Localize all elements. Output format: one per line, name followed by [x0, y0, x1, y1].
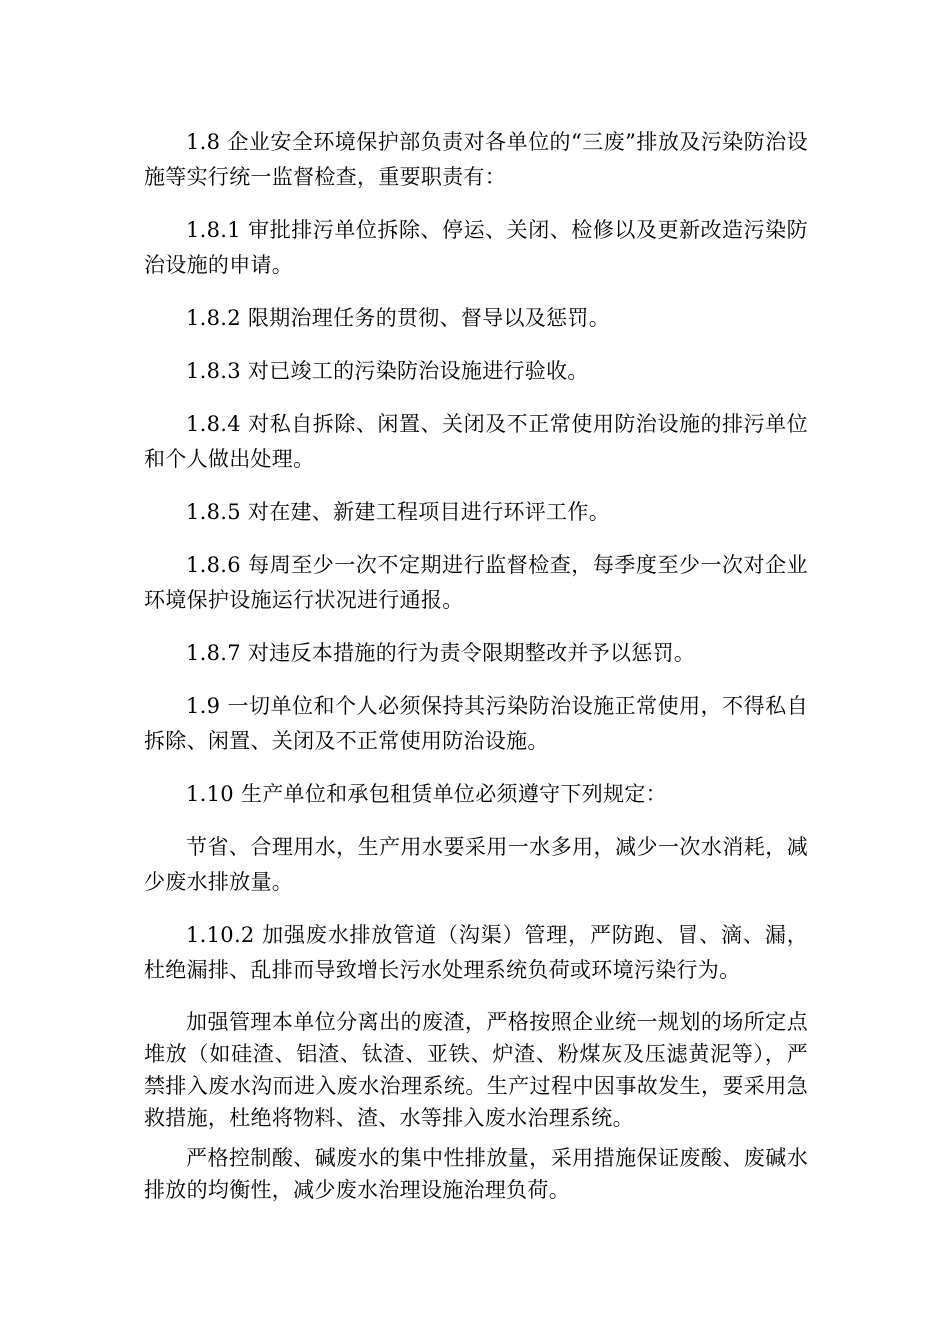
paragraph-1-8: 1.8 企业安全环境保护部负责对各单位的“三废”排放及污染防治设施等实行统一监督检查，重要职责有：	[144, 130, 808, 189]
paragraph-1-9: 1.9 一切单位和个人必须保持其污染防治设施正常使用，不得私自拆除、闲置、关闭及不正常使用防治设施。	[144, 694, 808, 753]
paragraph-1-8-1: 1.8.1 审批排污单位拆除、停运、关闭、检修以及更新改造污染防治设施的申请。	[144, 218, 808, 277]
paragraph-1-8-2: 1.8.2 限期治理任务的贯彻、督导以及惩罚。	[186, 306, 611, 330]
paragraph-1-10: 1.10 生产单位和承包租赁单位必须遵守下列规定：	[186, 782, 667, 806]
paragraph-1-8-7: 1.8.7 对违反本措施的行为责令限期整改并予以惩罚。	[186, 641, 696, 665]
paragraph-waste-residue: 加强管理本单位分离出的废渣，严格按照企业统一规划的场所定点堆放（如硅渣、铝渣、钛渣、亚铁、炉渣、粉煤灰及压滤黄泥等），严禁排入废水沟而进入废水治理系统。生产过程中因事故发生，要采用急救措施，杜绝将物料、渣、水等排入废水治理系统。	[144, 1010, 808, 1130]
paragraph-1-8-5: 1.8.5 对在建、新建工程项目进行环评工作。	[186, 500, 611, 524]
paragraph-water-saving: 节省、合理用水，生产用水要采用一水多用，减少一次水消耗，减少废水排放量。	[144, 835, 808, 894]
paragraph-1-10-2: 1.10.2 加强废水排放管道（沟渠）管理，严防跑、冒、滴、漏，杜绝漏排、乱排而导致增长污水处理系统负荷或环境污染行为。	[144, 923, 808, 982]
paragraph-acid-alkali: 严格控制酸、碱废水的集中性排放量，采用措施保证废酸、废碱水排放的均衡性，减少废水治理设施治理负荷。	[144, 1146, 808, 1202]
paragraph-1-8-6: 1.8.6 每周至少一次不定期进行监督检查，每季度至少一次对企业环境保护设施运行状况进行通报。	[144, 553, 808, 612]
paragraph-1-8-3: 1.8.3 对已竣工的污染防治设施进行验收。	[186, 359, 589, 383]
paragraph-1-8-4: 1.8.4 对私自拆除、闲置、关闭及不正常使用防治设施的排污单位和个人做出处理。	[144, 412, 808, 471]
document-page	[144, 125, 808, 1224]
